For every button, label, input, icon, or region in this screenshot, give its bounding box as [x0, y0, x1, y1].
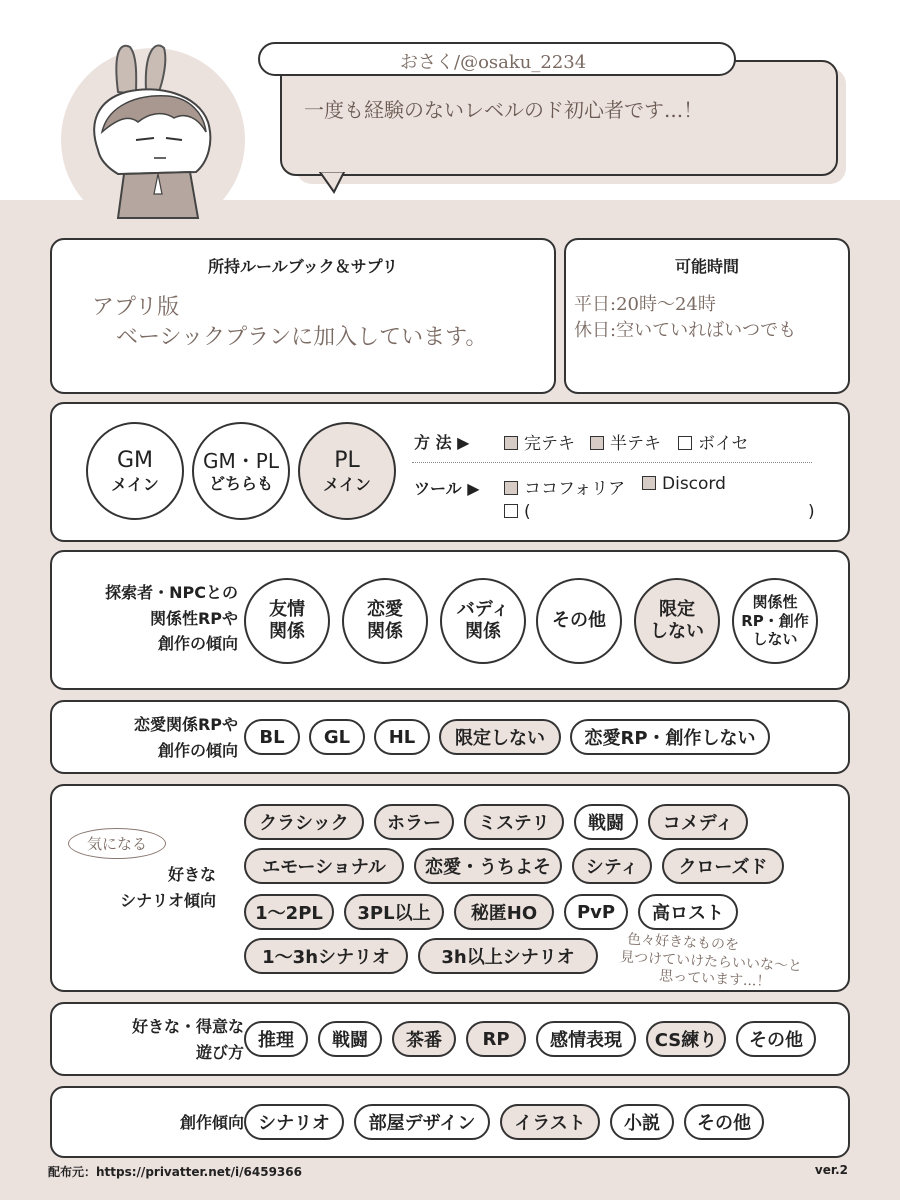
- scenario-1-2pl[interactable]: 1〜2PL: [244, 894, 334, 930]
- scenario-comedy[interactable]: コメディ: [648, 804, 748, 840]
- relation-friendship[interactable]: 友情 関係: [244, 578, 330, 664]
- creation-other[interactable]: その他: [684, 1104, 764, 1140]
- play-rp[interactable]: RP: [466, 1021, 526, 1057]
- relation-unlimited[interactable]: 限定 しない: [634, 578, 720, 664]
- play-cs-craft[interactable]: CS練り: [646, 1021, 726, 1057]
- scenario-high-lost[interactable]: 高ロスト: [638, 894, 738, 930]
- scenario-3h-plus[interactable]: 3h以上シナリオ: [418, 938, 598, 974]
- scenario-1-3h[interactable]: 1〜3hシナリオ: [244, 938, 408, 974]
- romance-hl[interactable]: HL: [374, 719, 430, 755]
- relation-romance[interactable]: 恋愛 関係: [342, 578, 428, 664]
- playstyle-panel: [50, 1002, 850, 1076]
- checkbox-icon: [504, 504, 518, 518]
- scenario-secret-ho[interactable]: 秘匿HO: [454, 894, 554, 930]
- tool-discord[interactable]: Discord: [642, 474, 726, 494]
- creation-panel: [50, 1086, 850, 1158]
- relation-other[interactable]: その他: [536, 578, 622, 664]
- scenario-3pl-plus[interactable]: 3PL以上: [344, 894, 444, 930]
- relation-panel: [50, 550, 850, 690]
- scenario-battle[interactable]: 戦闘: [574, 804, 638, 840]
- relation-buddy[interactable]: バディ 関係: [440, 578, 526, 664]
- scenario-label: 好きな シナリオ傾向: [120, 865, 216, 910]
- checkbox-icon: [642, 476, 656, 490]
- play-chaban[interactable]: 茶番: [392, 1021, 456, 1057]
- role-gm-main[interactable]: GM メイン: [86, 422, 184, 520]
- role-pl-main[interactable]: PL メイン: [298, 422, 396, 520]
- creation-room-design[interactable]: 部屋デザイン: [354, 1104, 490, 1140]
- creation-illustration[interactable]: イラスト: [500, 1104, 600, 1140]
- time-weekday: 平日:20時〜24時: [574, 294, 716, 315]
- time-holiday: 休日:空いていればいつでも: [574, 320, 797, 341]
- author-name: おさく/@osaku_2234: [400, 52, 587, 73]
- scenario-panel: [50, 784, 850, 992]
- romance-unlimited[interactable]: 限定しない: [439, 719, 561, 755]
- memo-interested: 気になる: [68, 828, 166, 859]
- available-time-panel: [564, 238, 850, 394]
- name-bubble: [258, 42, 736, 76]
- romance-gl[interactable]: GL: [309, 719, 365, 755]
- checkbox-icon: [504, 481, 518, 495]
- creation-scenario[interactable]: シナリオ: [244, 1104, 344, 1140]
- checkbox-icon: [590, 436, 604, 450]
- rulebook-panel: [50, 238, 556, 394]
- creation-label: 創作傾向: [179, 1113, 244, 1132]
- rulebook-line2: ベーシックプランに加入しています。: [116, 325, 488, 350]
- method-label: 方 法 ▶: [414, 433, 470, 452]
- rulebook-line1: アプリ版: [92, 295, 180, 320]
- speech-bubble: [280, 60, 838, 176]
- scenario-classic[interactable]: クラシック: [244, 804, 364, 840]
- footer-source: 配布元：https://privatter.net/i/6459366: [48, 1165, 302, 1179]
- intro-message: 一度も経験のないレベルのド初心者です...！: [304, 98, 704, 122]
- romance-none[interactable]: 恋愛RP・創作しない: [570, 719, 770, 755]
- tool-cocofolia[interactable]: ココフォリア: [504, 474, 625, 499]
- romance-label: 恋愛関係RPや 創作の傾向: [133, 715, 238, 760]
- play-battle[interactable]: 戦闘: [318, 1021, 382, 1057]
- footer-version: ver.2: [814, 1163, 848, 1177]
- play-deduction[interactable]: 推理: [244, 1021, 308, 1057]
- scenario-mystery[interactable]: ミステリ: [464, 804, 564, 840]
- tool-other[interactable]: (: [504, 502, 531, 522]
- tool-label: ツール ▶: [414, 479, 480, 498]
- scenario-romance[interactable]: 恋愛・うちよそ: [414, 848, 562, 884]
- scenario-pvp[interactable]: PvP: [564, 894, 628, 930]
- method-kanteki[interactable]: 完テキ: [504, 429, 575, 454]
- playstyle-label: 好きな・得意な 遊び方: [131, 1017, 244, 1062]
- relation-label: 探索者・NPCとの 関係性RPや 創作の傾向: [105, 583, 238, 654]
- scenario-city[interactable]: シティ: [572, 848, 652, 884]
- time-title: 可能時間: [674, 257, 739, 276]
- scenario-handwritten-note: 色々好きなものを 見つけていけたらいいな〜と 思っています...！: [619, 931, 803, 991]
- method-hanteki[interactable]: 半テキ: [590, 429, 661, 454]
- role-gm-pl-both[interactable]: GM・PL どちらも: [192, 422, 290, 520]
- romance-bl[interactable]: BL: [244, 719, 300, 755]
- avatar: [58, 22, 248, 222]
- creation-novel[interactable]: 小説: [610, 1104, 674, 1140]
- play-emotion[interactable]: 感情表現: [536, 1021, 636, 1057]
- speech-bubble-tail: [318, 172, 358, 194]
- romance-panel: [50, 700, 850, 774]
- tool-other-close: ): [808, 502, 815, 522]
- relation-none[interactable]: 関係性 RP・創作 しない: [732, 578, 818, 664]
- method-voice[interactable]: ボイセ: [678, 429, 749, 454]
- divider: [412, 462, 812, 463]
- scenario-horror[interactable]: ホラー: [374, 804, 454, 840]
- rulebook-title: 所持ルールブック＆サプリ: [208, 257, 398, 276]
- play-other[interactable]: その他: [736, 1021, 816, 1057]
- checkbox-icon: [678, 436, 692, 450]
- role-panel: [50, 402, 850, 542]
- checkbox-icon: [504, 436, 518, 450]
- scenario-closed[interactable]: クローズド: [662, 848, 784, 884]
- scenario-emotional[interactable]: エモーショナル: [244, 848, 404, 884]
